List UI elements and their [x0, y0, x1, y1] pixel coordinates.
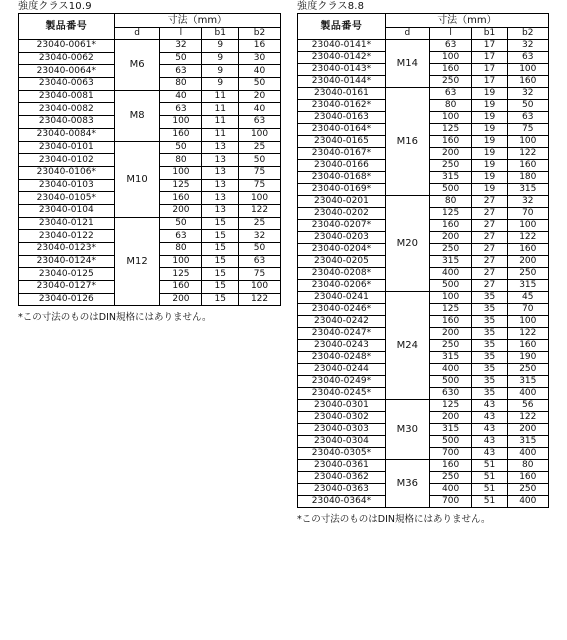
length-l-cell: 125: [160, 179, 202, 192]
part-number-cell: 23040-0081: [19, 90, 115, 103]
b1-cell: 15: [202, 243, 239, 256]
length-l-cell: 160: [429, 220, 472, 232]
part-number-cell: 23040-0104: [19, 204, 115, 217]
spec-table: [297, 13, 549, 508]
b1-cell: 51: [472, 496, 507, 508]
part-number-header: 製品番号: [298, 14, 386, 40]
part-number-cell: 23040-0126: [19, 293, 115, 306]
b1-cell: 9: [202, 78, 239, 91]
length-l-cell: 250: [429, 340, 472, 352]
b1-cell: 35: [472, 376, 507, 388]
b2-cell: 63: [239, 255, 281, 268]
length-l-cell: 160: [160, 281, 202, 294]
b2-cell: 50: [239, 243, 281, 256]
b1-cell: 35: [472, 304, 507, 316]
b2-header: b2: [507, 28, 548, 40]
part-number-cell: 23040-0303: [298, 424, 386, 436]
b1-cell: 27: [472, 196, 507, 208]
length-l-cell: 200: [160, 204, 202, 217]
length-l-cell: 200: [429, 328, 472, 340]
length-l-cell: 63: [160, 230, 202, 243]
b1-cell: 51: [472, 472, 507, 484]
length-l-cell: 32: [160, 40, 202, 53]
part-number-cell: 23040-0206*: [298, 280, 386, 292]
table-block-class-8-8: [297, 0, 549, 525]
part-number-cell: 23040-0121: [19, 217, 115, 230]
thread-size-cell: M20: [385, 196, 429, 292]
thread-size-cell: M36: [385, 460, 429, 508]
b2-cell: 50: [239, 154, 281, 167]
length-l-cell: 125: [429, 304, 472, 316]
length-l-cell: 700: [429, 448, 472, 460]
b1-cell: 27: [472, 268, 507, 280]
b1-cell: 11: [202, 128, 239, 141]
part-number-cell: 23040-0122: [19, 230, 115, 243]
b2-cell: 122: [239, 204, 281, 217]
b1-cell: 13: [202, 166, 239, 179]
part-number-cell: 23040-0364*: [298, 496, 386, 508]
part-number-cell: 23040-0362: [298, 472, 386, 484]
b2-cell: 315: [507, 376, 548, 388]
part-number-cell: 23040-0169*: [298, 184, 386, 196]
length-l-cell: 315: [429, 256, 472, 268]
part-number-cell: 23040-0302: [298, 412, 386, 424]
length-l-cell: 125: [160, 268, 202, 281]
length-l-cell: 63: [429, 88, 472, 100]
b2-cell: 75: [239, 166, 281, 179]
thread-size-cell: M12: [114, 217, 160, 306]
b1-cell: 13: [202, 192, 239, 205]
part-number-cell: 23040-0144*: [298, 76, 386, 88]
table-caption: 強度クラス10.9: [18, 1, 92, 12]
length-l-cell: 40: [160, 90, 202, 103]
part-number-cell: 23040-0142*: [298, 52, 386, 64]
part-number-cell: 23040-0125: [19, 268, 115, 281]
b2-cell: 200: [507, 424, 548, 436]
b1-header: b1: [472, 28, 507, 40]
length-l-cell: 500: [429, 436, 472, 448]
length-l-cell: 50: [160, 141, 202, 154]
length-l-cell: 125: [429, 400, 472, 412]
part-number-cell: 23040-0102: [19, 154, 115, 167]
b2-cell: 63: [507, 112, 548, 124]
length-l-cell: 50: [160, 217, 202, 230]
b2-cell: 63: [239, 116, 281, 129]
b1-cell: 17: [472, 52, 507, 64]
b2-cell: 100: [507, 64, 548, 76]
b2-cell: 75: [239, 179, 281, 192]
part-number-cell: 23040-0143*: [298, 64, 386, 76]
part-number-cell: 23040-0164*: [298, 124, 386, 136]
thread-size-cell: M24: [385, 292, 429, 400]
part-number-cell: 23040-0207*: [298, 220, 386, 232]
b1-cell: 19: [472, 148, 507, 160]
b2-cell: 25: [239, 141, 281, 154]
b1-cell: 19: [472, 172, 507, 184]
part-number-cell: 23040-0084*: [19, 128, 115, 141]
b1-cell: 51: [472, 460, 507, 472]
b1-header: b1: [202, 28, 239, 40]
length-l-cell: 630: [429, 388, 472, 400]
b1-cell: 19: [472, 112, 507, 124]
b1-cell: 27: [472, 256, 507, 268]
length-l-cell: 80: [160, 154, 202, 167]
length-l-cell: 500: [429, 280, 472, 292]
din-note: *この寸法のものはDIN規格にはありません。: [18, 312, 212, 324]
b2-cell: 50: [239, 78, 281, 91]
b2-cell: 250: [507, 364, 548, 376]
b2-cell: 400: [507, 448, 548, 460]
b1-cell: 9: [202, 52, 239, 65]
b1-cell: 17: [472, 76, 507, 88]
part-number-cell: 23040-0083: [19, 116, 115, 129]
b1-cell: 35: [472, 352, 507, 364]
din-note: *この寸法のものはDIN規格にはありません。: [297, 514, 491, 525]
b2-cell: 100: [239, 281, 281, 294]
b1-cell: 27: [472, 280, 507, 292]
length-l-cell: 250: [429, 160, 472, 172]
b2-cell: 32: [507, 40, 548, 52]
part-number-cell: 23040-0064*: [19, 65, 115, 78]
part-number-cell: 23040-0063: [19, 78, 115, 91]
b2-cell: 315: [507, 436, 548, 448]
b2-cell: 25: [239, 217, 281, 230]
b1-cell: 19: [472, 124, 507, 136]
length-l-cell: 100: [429, 52, 472, 64]
b1-cell: 35: [472, 340, 507, 352]
table-row: [298, 88, 549, 100]
length-l-cell: 160: [160, 192, 202, 205]
b2-cell: 315: [507, 184, 548, 196]
length-l-cell: 125: [429, 124, 472, 136]
length-l-cell: 160: [160, 128, 202, 141]
thread-size-cell: M16: [385, 88, 429, 196]
part-number-cell: 23040-0168*: [298, 172, 386, 184]
part-number-cell: 23040-0204*: [298, 244, 386, 256]
b2-cell: 80: [507, 460, 548, 472]
length-l-cell: 160: [429, 64, 472, 76]
b2-cell: 250: [507, 268, 548, 280]
length-l-cell: 160: [429, 460, 472, 472]
l-header: l: [160, 28, 202, 40]
length-l-cell: 80: [160, 243, 202, 256]
part-number-cell: 23040-0203: [298, 232, 386, 244]
part-number-cell: 23040-0061*: [19, 40, 115, 53]
b2-cell: 160: [507, 76, 548, 88]
b1-cell: 43: [472, 436, 507, 448]
length-l-cell: 100: [160, 116, 202, 129]
part-number-cell: 23040-0208*: [298, 268, 386, 280]
b1-cell: 11: [202, 103, 239, 116]
length-l-cell: 80: [160, 78, 202, 91]
part-number-cell: 23040-0141*: [298, 40, 386, 52]
table-block-class-10-9: [18, 0, 281, 323]
b2-cell: 400: [507, 388, 548, 400]
length-l-cell: 315: [429, 352, 472, 364]
b2-cell: 122: [507, 412, 548, 424]
b2-cell: 100: [507, 136, 548, 148]
b1-cell: 9: [202, 40, 239, 53]
length-l-cell: 100: [160, 255, 202, 268]
b1-cell: 35: [472, 328, 507, 340]
part-number-cell: 23040-0161: [298, 88, 386, 100]
b2-cell: 30: [239, 52, 281, 65]
length-l-cell: 400: [429, 484, 472, 496]
b2-cell: 32: [507, 196, 548, 208]
length-l-cell: 200: [429, 148, 472, 160]
part-number-cell: 23040-0123*: [19, 243, 115, 256]
length-l-cell: 63: [429, 40, 472, 52]
part-number-cell: 23040-0242: [298, 316, 386, 328]
b2-cell: 190: [507, 352, 548, 364]
b1-cell: 27: [472, 232, 507, 244]
part-number-cell: 23040-0301: [298, 400, 386, 412]
length-l-cell: 200: [160, 293, 202, 306]
length-l-cell: 50: [160, 52, 202, 65]
b2-cell: 70: [507, 304, 548, 316]
table-body: [19, 40, 281, 306]
b2-cell: 50: [507, 100, 548, 112]
part-number-cell: 23040-0162*: [298, 100, 386, 112]
b2-cell: 180: [507, 172, 548, 184]
b2-cell: 40: [239, 65, 281, 78]
part-number-cell: 23040-0246*: [298, 304, 386, 316]
table-row: [298, 292, 549, 304]
b2-cell: 200: [507, 256, 548, 268]
thread-size-cell: M14: [385, 40, 429, 88]
d-header: d: [114, 28, 160, 40]
part-number-cell: 23040-0106*: [19, 166, 115, 179]
dimensions-header: 寸法（mm）: [385, 14, 548, 28]
b2-cell: 75: [507, 124, 548, 136]
table-row: [19, 90, 281, 103]
b1-cell: 13: [202, 141, 239, 154]
length-l-cell: 500: [429, 184, 472, 196]
part-number-cell: 23040-0163: [298, 112, 386, 124]
thread-size-cell: M10: [114, 141, 160, 217]
b1-cell: 27: [472, 244, 507, 256]
b2-cell: 75: [239, 268, 281, 281]
table-row: [19, 40, 281, 53]
part-number-cell: 23040-0247*: [298, 328, 386, 340]
b1-cell: 51: [472, 484, 507, 496]
b1-cell: 13: [202, 204, 239, 217]
part-number-cell: 23040-0103: [19, 179, 115, 192]
part-number-cell: 23040-0101: [19, 141, 115, 154]
part-number-cell: 23040-0241: [298, 292, 386, 304]
b2-cell: 122: [507, 328, 548, 340]
b2-cell: 160: [507, 244, 548, 256]
part-number-cell: 23040-0248*: [298, 352, 386, 364]
b2-cell: 122: [507, 232, 548, 244]
b1-cell: 27: [472, 208, 507, 220]
b1-cell: 35: [472, 388, 507, 400]
l-header: l: [429, 28, 472, 40]
part-number-header: 製品番号: [19, 14, 115, 40]
part-number-cell: 23040-0105*: [19, 192, 115, 205]
b1-cell: 19: [472, 136, 507, 148]
length-l-cell: 100: [160, 166, 202, 179]
thread-size-cell: M8: [114, 90, 160, 141]
length-l-cell: 700: [429, 496, 472, 508]
b2-cell: 160: [507, 160, 548, 172]
thread-size-cell: M6: [114, 40, 160, 91]
b1-cell: 13: [202, 179, 239, 192]
b1-cell: 15: [202, 230, 239, 243]
b2-cell: 122: [507, 148, 548, 160]
part-number-cell: 23040-0305*: [298, 448, 386, 460]
length-l-cell: 100: [429, 112, 472, 124]
b1-cell: 43: [472, 424, 507, 436]
b1-cell: 9: [202, 65, 239, 78]
part-number-cell: 23040-0363: [298, 484, 386, 496]
part-number-cell: 23040-0361: [298, 460, 386, 472]
length-l-cell: 63: [160, 103, 202, 116]
length-l-cell: 250: [429, 472, 472, 484]
length-l-cell: 80: [429, 196, 472, 208]
part-number-cell: 23040-0249*: [298, 376, 386, 388]
b2-cell: 100: [507, 220, 548, 232]
length-l-cell: 100: [429, 292, 472, 304]
table-body: [298, 40, 549, 508]
b1-cell: 15: [202, 217, 239, 230]
length-l-cell: 125: [429, 208, 472, 220]
table-caption: 強度クラス8.8: [297, 1, 365, 12]
length-l-cell: 80: [429, 100, 472, 112]
part-number-cell: 23040-0082: [19, 103, 115, 116]
b2-cell: 100: [239, 192, 281, 205]
part-number-cell: 23040-0202: [298, 208, 386, 220]
b2-header: b2: [239, 28, 281, 40]
b1-cell: 13: [202, 154, 239, 167]
b2-cell: 315: [507, 280, 548, 292]
part-number-cell: 23040-0124*: [19, 255, 115, 268]
b2-cell: 40: [239, 103, 281, 116]
part-number-cell: 23040-0167*: [298, 148, 386, 160]
part-number-cell: 23040-0304: [298, 436, 386, 448]
b1-cell: 15: [202, 268, 239, 281]
table-row: [298, 196, 549, 208]
length-l-cell: 160: [429, 136, 472, 148]
b1-cell: 15: [202, 293, 239, 306]
b2-cell: 250: [507, 484, 548, 496]
b1-cell: 11: [202, 116, 239, 129]
b1-cell: 17: [472, 64, 507, 76]
length-l-cell: 160: [429, 316, 472, 328]
part-number-cell: 23040-0062: [19, 52, 115, 65]
b1-cell: 35: [472, 292, 507, 304]
b2-cell: 16: [239, 40, 281, 53]
spec-table: [18, 13, 281, 306]
b1-cell: 19: [472, 160, 507, 172]
length-l-cell: 315: [429, 172, 472, 184]
b1-cell: 35: [472, 364, 507, 376]
b1-cell: 43: [472, 400, 507, 412]
table-row: [19, 217, 281, 230]
b2-cell: 100: [507, 316, 548, 328]
b1-cell: 19: [472, 100, 507, 112]
length-l-cell: 400: [429, 364, 472, 376]
part-number-cell: 23040-0245*: [298, 388, 386, 400]
part-number-cell: 23040-0127*: [19, 281, 115, 294]
b1-cell: 15: [202, 281, 239, 294]
b2-cell: 63: [507, 52, 548, 64]
part-number-cell: 23040-0201: [298, 196, 386, 208]
part-number-cell: 23040-0205: [298, 256, 386, 268]
b1-cell: 15: [202, 255, 239, 268]
b2-cell: 70: [507, 208, 548, 220]
b1-cell: 43: [472, 412, 507, 424]
b2-cell: 20: [239, 90, 281, 103]
part-number-cell: 23040-0244: [298, 364, 386, 376]
length-l-cell: 250: [429, 76, 472, 88]
b1-cell: 19: [472, 184, 507, 196]
b1-cell: 19: [472, 88, 507, 100]
b1-cell: 11: [202, 90, 239, 103]
length-l-cell: 315: [429, 424, 472, 436]
b2-cell: 122: [239, 293, 281, 306]
b2-cell: 32: [507, 88, 548, 100]
b2-cell: 56: [507, 400, 548, 412]
part-number-cell: 23040-0243: [298, 340, 386, 352]
b1-cell: 35: [472, 316, 507, 328]
b1-cell: 43: [472, 448, 507, 460]
length-l-cell: 250: [429, 244, 472, 256]
b2-cell: 160: [507, 472, 548, 484]
dimensions-header: 寸法（mm）: [114, 14, 280, 28]
table-row: [19, 141, 281, 154]
b2-cell: 100: [239, 128, 281, 141]
b1-cell: 17: [472, 40, 507, 52]
table-row: [298, 400, 549, 412]
length-l-cell: 200: [429, 232, 472, 244]
part-number-cell: 23040-0165: [298, 136, 386, 148]
table-row: [298, 40, 549, 52]
b1-cell: 27: [472, 220, 507, 232]
length-l-cell: 200: [429, 412, 472, 424]
b2-cell: 45: [507, 292, 548, 304]
part-number-cell: 23040-0166: [298, 160, 386, 172]
thread-size-cell: M30: [385, 400, 429, 460]
length-l-cell: 63: [160, 65, 202, 78]
length-l-cell: 400: [429, 268, 472, 280]
b2-cell: 160: [507, 340, 548, 352]
b2-cell: 400: [507, 496, 548, 508]
length-l-cell: 500: [429, 376, 472, 388]
table-row: [298, 460, 549, 472]
d-header: d: [385, 28, 429, 40]
b2-cell: 32: [239, 230, 281, 243]
